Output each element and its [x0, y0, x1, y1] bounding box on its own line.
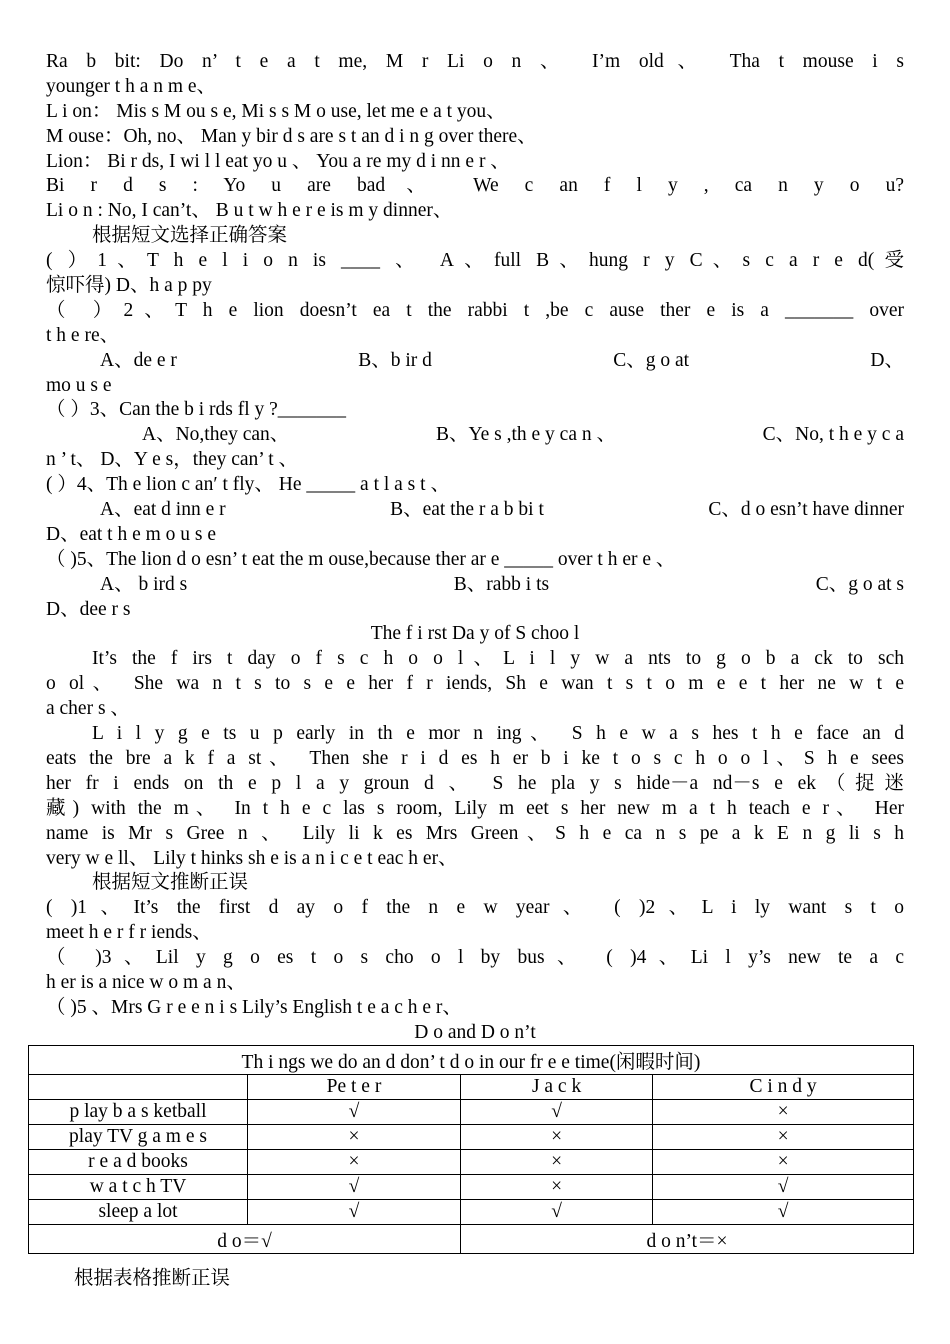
table-cell: ×	[653, 1125, 914, 1150]
table-cell: w a t c h TV	[29, 1175, 248, 1200]
table-cell: √	[248, 1175, 461, 1200]
section-instruction: 根据短文推断正误	[92, 872, 249, 894]
option-row	[46, 498, 904, 523]
story-line: name is Mr s Gree n 、 Lily li k es Mrs Green、S h e ca n s pe a k E n g li s h	[46, 822, 904, 844]
table-cell: √	[248, 1100, 461, 1125]
dialogue-line: Bi r d s : Yo u are bad、 We c an f l y , ca n y o u?	[46, 175, 904, 197]
option-continuation: D、dee r s	[46, 598, 131, 620]
story-line: 藏) with the m、 In t h e c las s room, Lily m eet s her new m a t h teach e r、 Her	[46, 797, 904, 819]
table-row	[29, 1125, 914, 1150]
option-row	[46, 349, 904, 374]
table-cell: p lay b a s ketball	[29, 1100, 248, 1125]
legend-do: d o＝√	[29, 1225, 461, 1254]
option: B、b ir d	[358, 349, 432, 371]
dialogue-line: M ouse：Oh, no、 Man y bir d s are s t an d i n g over there、	[46, 125, 537, 147]
table-cell: ×	[248, 1125, 461, 1150]
option: B、eat the r a b bi t	[390, 499, 544, 521]
dialogue-line: L i on： Mis s M ou s e, Mi s s M o use, let me e a t you、	[46, 100, 506, 122]
table-cell: √	[460, 1200, 652, 1225]
dialogue-line: Ra b bit: Do n’ t e a t me, M r Li o n 、 I’m old、 Tha t mouse i s	[46, 51, 904, 72]
table-cell: sleep a lot	[29, 1200, 248, 1225]
dialogue-line: Lion： Bi r ds, I wi l l eat yo u 、 You a re my d i nn e r 、	[46, 150, 510, 172]
question-line: 惊吓得) D、h a p py	[46, 275, 212, 297]
question-line: （ ）3、Can the b i rds fl y ?_______	[46, 399, 347, 421]
judge-line: ( )1、It’s the first d ay o f the n e w year、 ( )2、L i ly want s t o	[46, 897, 904, 919]
table-row	[29, 1200, 914, 1225]
table-cell: ×	[248, 1150, 461, 1175]
option: B、rabb i ts	[453, 573, 550, 595]
worksheet	[46, 50, 904, 1046]
story-line: o ol、 She wa n t s to s e e her f r iends, Sh e wan t s t o m e e t her ne w t e	[46, 673, 904, 695]
free-time-table	[28, 1045, 914, 1254]
table-cell: ×	[460, 1150, 652, 1175]
judge-line: meet h e r f r iends、	[46, 922, 212, 944]
table-cell: play TV g a m e s	[29, 1125, 248, 1150]
option: A、eat d inn e r	[100, 499, 226, 521]
table-cell: √	[653, 1200, 914, 1225]
option: D、	[870, 349, 904, 371]
table-header-cell	[29, 1075, 248, 1100]
story-line: L i l y g e ts u p early in th e mor n ing、 S h e w a s hes t h e face an d	[92, 723, 904, 745]
judge-line: h er is a nice w o m a n、	[46, 971, 246, 993]
question-line: （ ）2、T h e lion doesn’t ea t the rabbi t ,be c ause ther e is a _______ over	[46, 299, 904, 321]
table-row	[29, 1175, 914, 1200]
dialogue-line: younger t h a n m e、	[46, 75, 217, 97]
option-continuation: mo u s e	[46, 374, 112, 396]
table-row	[29, 1100, 914, 1125]
story-line: very w e ll、 Lily t hinks sh e is a n i c e t eac h er、	[46, 847, 458, 869]
option-continuation: n ’ t、 D、Y e s，they can’ t 、	[46, 449, 298, 471]
option: C、No, t h e y c a	[762, 424, 904, 446]
dialogue-line: Li o n : No, I can’t、 B u t w h e r e is m y dinner、	[46, 200, 453, 222]
story-line: It’s the f irs t day o f s c h o o l、L i l y w a nts to g o b a ck to sch	[92, 648, 904, 670]
table-row	[29, 1150, 914, 1175]
option-row	[46, 573, 904, 598]
table-header-row	[29, 1075, 914, 1100]
table-section-title: D o and D o n’t	[414, 1021, 536, 1043]
question-line: t h e re、	[46, 324, 120, 346]
question-line: （ )5、The lion d o esn’ t eat the m ouse,because ther ar e _____ over t h er e 、	[46, 548, 676, 570]
table-header-cell: J a c k	[460, 1075, 652, 1100]
story-line: eats the bre a k f a st、 Then she r i d es h er b i ke t o s c h o o l、S h e sees	[46, 747, 904, 769]
table-cell: √	[248, 1200, 461, 1225]
option: A、de e r	[100, 349, 177, 371]
table-cell: ×	[460, 1125, 652, 1150]
option-continuation: D、eat t h e m o u s e	[46, 523, 217, 545]
option: C、g o at	[613, 349, 690, 371]
option: A、No,they can、	[142, 424, 290, 446]
table-cell: ×	[653, 1150, 914, 1175]
table-legend-row	[29, 1225, 914, 1254]
option: B、Ye s ,th e y ca n 、	[435, 424, 616, 446]
table-cell: √	[460, 1100, 652, 1125]
judge-line: （ )3、Lil y g o es t o s cho o l by bus、 ( )4、Li l y’s new te a c	[46, 947, 904, 969]
option: C、d o esn’t have dinner	[708, 499, 904, 521]
table-instruction: 根据表格推断正误	[74, 1268, 231, 1289]
table-header-cell: Pe t e r	[248, 1075, 461, 1100]
option-row	[46, 423, 904, 448]
question-line: ( ）1、T h e l i o n is ____ 、 A、full B、hung r y C、s c a r e d(受	[46, 250, 904, 272]
table-header-cell: C i n d y	[653, 1075, 914, 1100]
judge-line: （ )5 、Mrs G r e e n i s Lily’s English t e a c h e r、	[46, 996, 462, 1018]
section-instruction: 根据短文选择正确答案	[92, 225, 288, 247]
table-cell: ×	[460, 1175, 652, 1200]
table-cell: ×	[653, 1100, 914, 1125]
story-line: a cher s 、	[46, 698, 130, 720]
option: A、 b ird s	[100, 573, 188, 595]
option: C、g o at s	[815, 573, 904, 595]
legend-dont: d o n’t＝×	[460, 1225, 913, 1254]
story-line: her fr i ends on th e p l a y groun d 、 S he pla y s hide－a nd－s e ek（捉迷	[46, 772, 904, 794]
table-cell: √	[653, 1175, 914, 1200]
table-title: Th i ngs we do an d don’ t d o in our fr e e time(闲暇时间)	[29, 1046, 914, 1075]
story-title: The f i rst Da y of S choo l	[370, 623, 580, 645]
table-cell: r e a d books	[29, 1150, 248, 1175]
question-line: ( ）4、Th e lion c an′ t fly、 He _____ a t l a s t 、	[46, 474, 450, 496]
